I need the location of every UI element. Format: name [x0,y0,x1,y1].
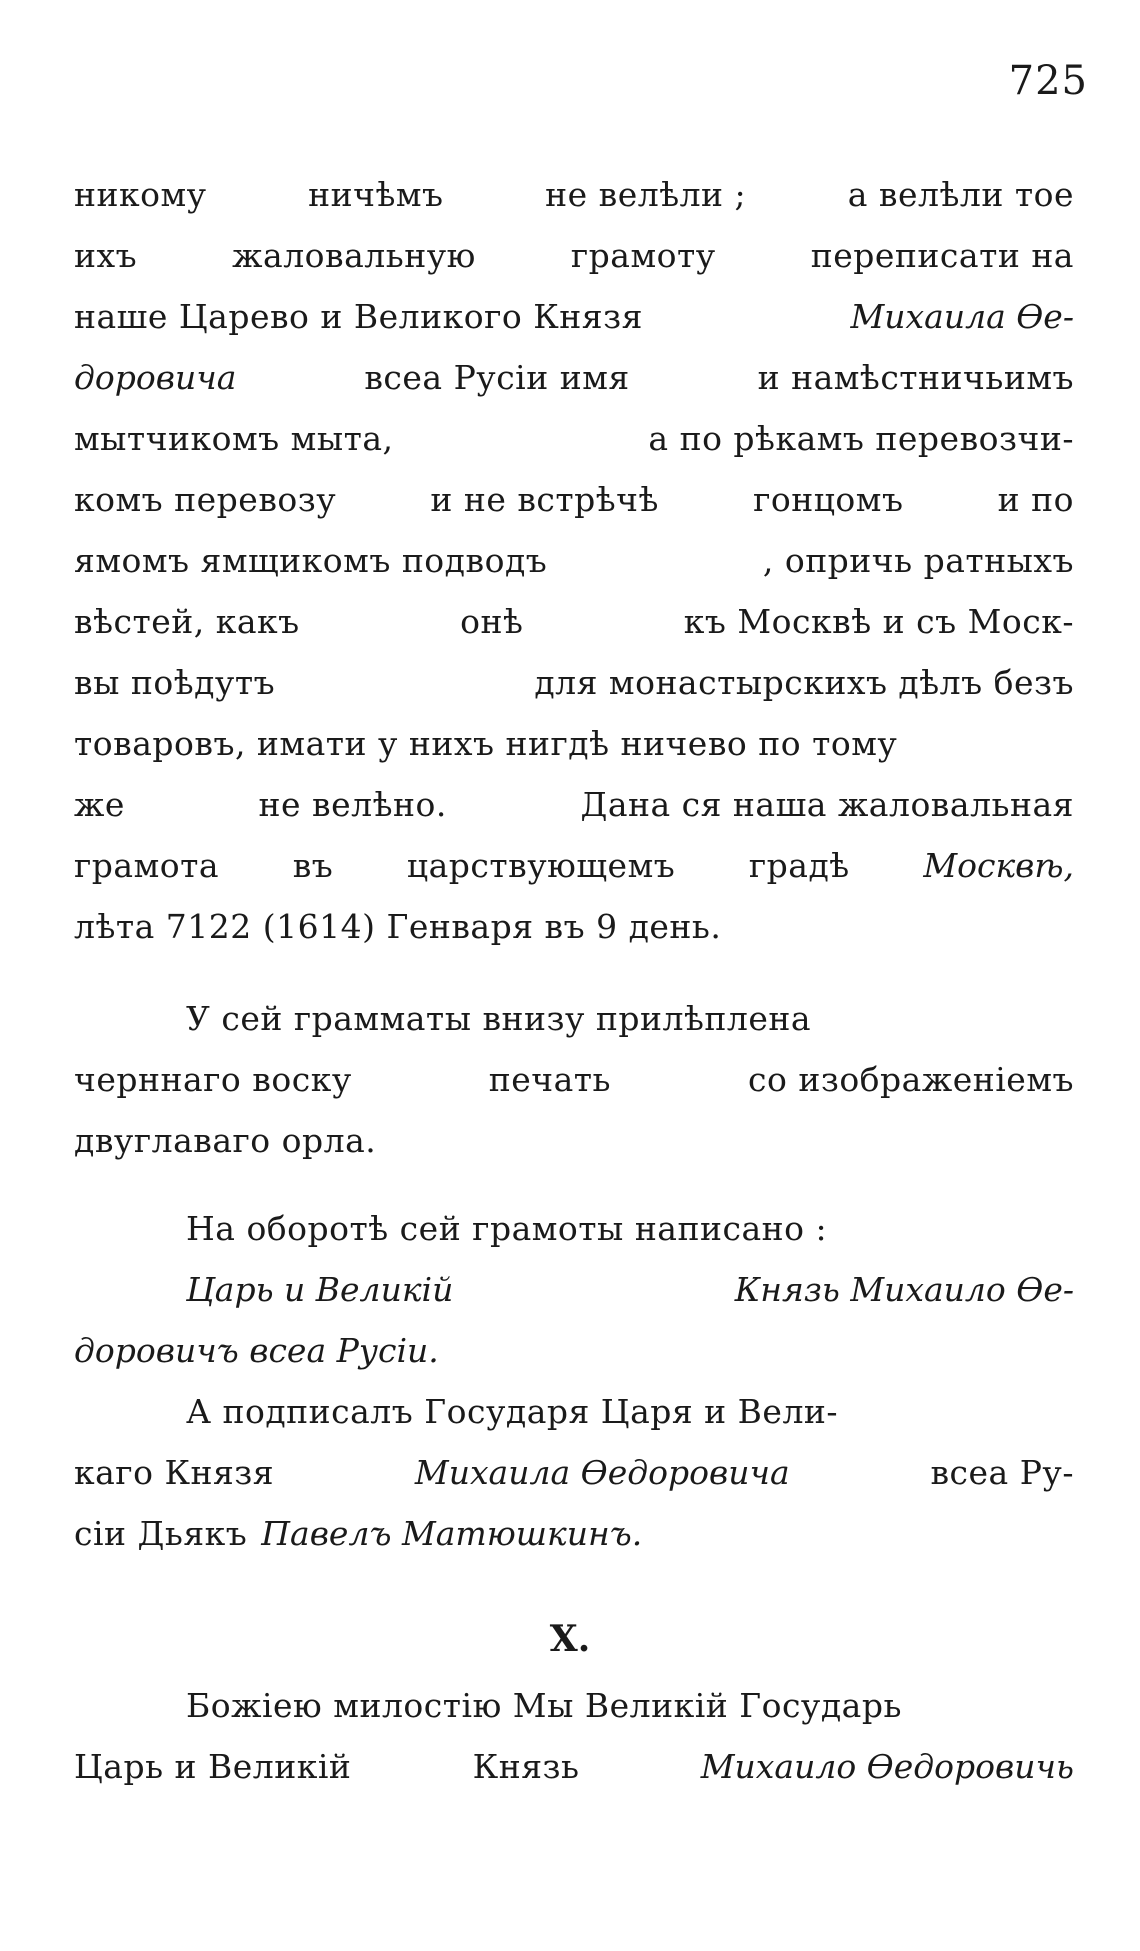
text-segment: гонцомъ [753,480,904,519]
text-line [74,530,1074,591]
text-segment: для монастырскихъ дѣлъ безъ [534,663,1074,702]
text-segment: мытчикомъ мыта, [74,419,394,458]
text-segment: А подписалъ Государя Царя и Вели- [186,1392,839,1431]
text-segment: Дана ся наша жаловальная [580,785,1074,824]
text-line [74,164,1074,225]
text-line [74,1259,1074,1320]
text-segment: всеа Русіи имя [364,358,630,397]
text-segment: , опричь ратныхъ [762,541,1074,580]
text-segment: переписати на [810,236,1074,275]
text-line [74,1320,1074,1381]
text-segment: и не встрѣчѣ [430,480,659,519]
paragraph-next-charter [74,1675,1074,1797]
text-line [74,1198,1074,1259]
page-number: 725 [1008,58,1088,104]
text-segment: въ [292,846,334,885]
text-line [74,988,1074,1049]
text-segment: комъ перевозу [74,480,337,519]
paragraph-charter-text [74,164,1074,957]
text-line [74,469,1074,530]
text-segment: каго Князя [74,1453,275,1492]
text-segment: вы поѣдутъ [74,663,276,702]
paragraph-reverse-note [74,1198,1074,1564]
text-segment: Божіею милостію Мы Великій Государь [186,1686,902,1725]
text-segment: не велѣно. [258,785,447,824]
text-segment: ямомъ ямщикомъ подводъ [74,541,548,580]
text-line [74,1049,1074,1110]
text-line [74,835,1074,896]
text-line [74,1503,1074,1564]
italic-text-segment: Михаила Ѳедоровича [414,1453,790,1492]
text-segment: вѣстей, какъ [74,602,300,641]
text-segment: никому [74,175,207,214]
paragraph-seal-note [74,988,1074,1171]
text-line [74,286,1074,347]
italic-text-segment: Князь Михаило Ѳе- [734,1270,1074,1309]
text-line [74,713,1074,774]
text-line [74,652,1074,713]
text-line [74,1736,1074,1797]
text-line [74,591,1074,652]
text-segment: грамота [74,846,220,885]
italic-text-segment: Павелъ Матюшкинъ. [261,1514,643,1553]
text-segment: жаловальную [232,236,476,275]
text-line [74,1381,1074,1442]
text-line [74,347,1074,408]
text-segment: а велѣли тое [847,175,1074,214]
text-segment: товаровъ, имати у нихъ нигдѣ ничево по тому [74,724,898,763]
text-segment: печать [488,1060,611,1099]
text-segment: двуглаваго орла. [74,1121,377,1160]
italic-text-segment: Москвѣ, [923,846,1074,885]
text-line [74,225,1074,286]
text-segment: Царь и Великій [74,1747,352,1786]
text-line [74,1442,1074,1503]
text-segment: Князь [472,1747,580,1786]
text-segment: же [74,785,125,824]
text-segment: и намѣстничьимъ [757,358,1074,397]
text-segment: а по рѣкамъ перевозчи- [648,419,1074,458]
text-segment: не велѣли ; [545,175,747,214]
text-segment: лѣта 7122 (1614) Генваря въ 9 день. [74,907,722,946]
text-line [74,896,1074,957]
text-segment: и по [997,480,1074,519]
text-segment: къ Москвѣ и съ Моск- [683,602,1074,641]
text-segment: ихъ [74,236,138,275]
text-segment: онѣ [460,602,524,641]
text-segment: царствующемъ [406,846,676,885]
text-line [74,774,1074,835]
text-segment: со изображеніемъ [747,1060,1074,1099]
text-segment: сіи Дьякъ [74,1514,248,1553]
text-segment: ничѣмъ [308,175,444,214]
italic-text-segment: доровичъ всеа Русіи. [74,1331,439,1370]
section-heading: X. [549,1618,591,1660]
text-segment: градѣ [748,846,850,885]
text-line [74,408,1074,469]
italic-text-segment: Михаило Ѳедоровичь [700,1747,1074,1786]
italic-text-segment: доровича [74,358,237,397]
text-segment: грамоту [570,236,716,275]
text-segment: У сей граммaты внизу прилѣплена [186,999,812,1038]
text-segment: черннаго воску [74,1060,352,1099]
italic-text-segment: Михаила Ѳе- [850,297,1074,336]
text-segment: всеа Ру- [930,1453,1074,1492]
text-segment: На оборотѣ сей грамоты написано : [186,1209,828,1248]
text-segment: наше Царево и Великого Князя [74,297,643,336]
text-line [74,1110,1074,1171]
italic-text-segment: Царь и Великій [186,1270,454,1309]
text-line [74,1675,1074,1736]
